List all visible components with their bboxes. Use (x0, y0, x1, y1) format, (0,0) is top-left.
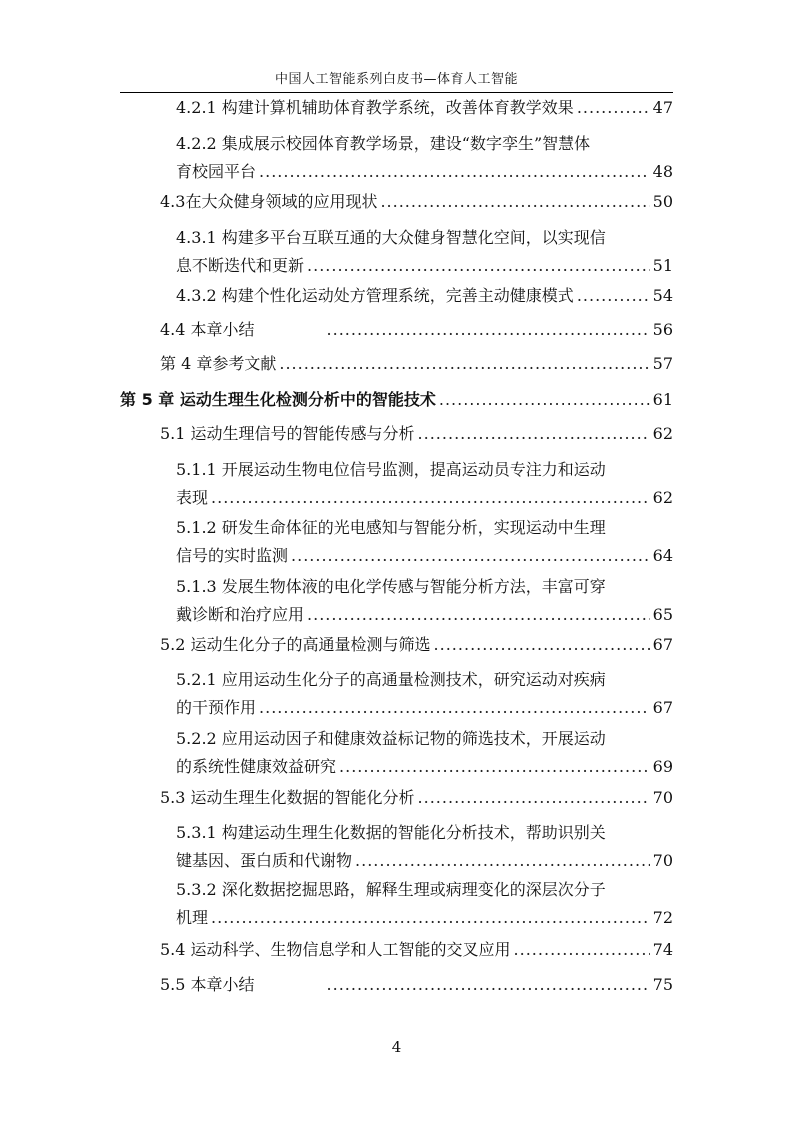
toc-chapter-title: 第 5 章 运动生理生化检测分析中的智能技术 (120, 390, 436, 409)
toc-entry-title: 4.4 本章小结 (160, 320, 255, 339)
toc-entry-title: 5.1 运动生理信号的智能传感与分析 (160, 424, 415, 443)
dot-leader (259, 697, 650, 719)
toc-entry-page: 56 (652, 320, 673, 339)
toc-entry-page: 61 (652, 390, 673, 409)
toc-entry-page: 65 (652, 605, 673, 624)
toc-entry-page: 67 (652, 698, 673, 717)
dot-leader (418, 787, 650, 809)
dot-leader (355, 850, 650, 872)
toc-entry-title: 育校园平台 (176, 162, 257, 181)
toc-entry-5-2-2[interactable] (176, 728, 673, 778)
dot-leader (279, 353, 649, 375)
toc-entry-page: 51 (652, 256, 673, 275)
toc-entry-4-4[interactable] (160, 319, 673, 341)
toc-entry-title-line1: 5.3.2 深化数据挖掘思路，解释生理或病理变化的深层次分子 (176, 880, 606, 899)
toc-entry-title: 息不断迭代和更新 (176, 256, 305, 275)
toc-entry-title-line1: 5.2.2 应用运动因子和健康效益标记物的筛选技术，开展运动 (176, 729, 606, 748)
toc-entry-5-1-3[interactable] (176, 576, 673, 626)
toc-entry-title: 第 4 章参考文献 (160, 354, 277, 373)
toc-entry-page: 72 (652, 908, 673, 927)
page-number: 4 (391, 1038, 402, 1056)
toc-entry-page: 75 (652, 975, 673, 994)
dot-leader (307, 604, 650, 626)
dot-leader (577, 97, 650, 119)
dot-leader (307, 255, 650, 277)
dot-leader (259, 161, 650, 183)
toc-entry-title: 表现 (176, 488, 209, 507)
toc-entry-title-line1: 5.1.1 开展运动生物电位信号监测，提高运动员专注力和运动 (176, 460, 606, 479)
toc-entry-page: 47 (652, 98, 673, 117)
toc-entry-4-2-2[interactable] (176, 133, 673, 183)
toc-entry-title: 4.3.2 构建个性化运动处方管理系统，完善主动健康模式 (176, 286, 574, 305)
toc-entry-page: 62 (652, 424, 673, 443)
toc-entry-5-5[interactable] (160, 974, 673, 996)
toc-entry-title: 4.2.1 构建计算机辅助体育教学系统，改善体育教学效果 (176, 98, 574, 117)
toc-entry-4-2-1[interactable] (176, 97, 673, 119)
running-header-title: 中国人工智能系列白皮书—体育人工智能 (274, 72, 518, 87)
dot-leader (514, 939, 650, 961)
toc-entry-title: 5.4 运动科学、生物信息学和人工智能的交叉应用 (160, 940, 511, 959)
dot-leader (380, 191, 649, 213)
toc-entry-5-2[interactable] (160, 634, 673, 656)
toc-entry-5-4[interactable] (160, 939, 673, 961)
toc-entry-chapter-5[interactable] (120, 389, 673, 411)
toc-entry-page: 50 (652, 192, 673, 211)
dot-leader (211, 487, 650, 509)
dot-leader (327, 974, 650, 996)
toc-entry-ch4-references[interactable] (160, 353, 673, 375)
toc-entry-title-line1: 5.1.3 发展生物体液的电化学传感与智能分析方法，丰富可穿 (176, 577, 606, 596)
toc-entry-page: 69 (652, 757, 673, 776)
dot-leader (434, 634, 650, 656)
toc-entry-title: 5.2 运动生化分子的高通量检测与筛选 (160, 635, 431, 654)
toc-entry-4-3-2[interactable] (176, 285, 673, 307)
toc-entry-page: 64 (652, 546, 673, 565)
toc-entry-page: 70 (652, 851, 673, 870)
dot-leader (439, 389, 650, 411)
toc-entry-5-1-2[interactable] (176, 517, 673, 567)
toc-entry-title: 键基因、蛋白质和代谢物 (176, 851, 353, 870)
toc-entry-5-2-1[interactable] (176, 669, 673, 719)
toc-entry-title-line1: 5.2.1 应用运动生化分子的高通量检测技术，研究运动对疾病 (176, 670, 606, 689)
dot-leader (339, 756, 650, 778)
toc-entry-title: 的系统性健康效益研究 (176, 757, 337, 776)
toc-entry-page: 62 (652, 488, 673, 507)
toc-entry-title-line1: 4.2.2 集成展示校园体育教学场景，建设“数字孪生”智慧体 (176, 134, 591, 153)
dot-leader (327, 319, 650, 341)
dot-leader (418, 423, 650, 445)
toc-entry-title-line1: 4.3.1 构建多平台互联互通的大众健身智慧化空间，以实现信 (176, 228, 606, 247)
toc-entry-5-3-1[interactable] (176, 822, 673, 872)
toc-entry-page: 54 (652, 286, 673, 305)
toc-entry-5-3[interactable] (160, 787, 673, 809)
toc-entry-title: 5.3 运动生理生化数据的智能化分析 (160, 788, 415, 807)
dot-leader (577, 285, 650, 307)
toc-entry-title: 戴诊断和治疗应用 (176, 605, 305, 624)
toc-entry-page: 70 (652, 788, 673, 807)
toc-entry-title: 4.3在大众健身领域的应用现状 (160, 192, 378, 211)
toc-entry-title: 机理 (176, 908, 209, 927)
toc-entry-5-1-1[interactable] (176, 459, 673, 509)
toc-entry-5-1[interactable] (160, 423, 673, 445)
toc-entry-title: 信号的实时监测 (176, 546, 289, 565)
dot-leader (211, 907, 650, 929)
toc-entry-page: 67 (652, 635, 673, 654)
toc-entry-title-line1: 5.1.2 研发生命体征的光电感知与智能分析，实现运动中生理 (176, 518, 606, 537)
toc-entry-title: 的干预作用 (176, 698, 257, 717)
toc-entry-page: 57 (652, 354, 673, 373)
toc-entry-4-3-1[interactable] (176, 227, 673, 277)
dot-leader (291, 545, 650, 567)
toc-entry-title: 5.5 本章小结 (160, 975, 255, 994)
toc-entry-5-3-2[interactable] (176, 879, 673, 929)
toc-entry-title-line1: 5.3.1 构建运动生理生化数据的智能化分析技术，帮助识别关 (176, 823, 606, 842)
toc-entry-page: 74 (652, 940, 673, 959)
toc-entry-4-3[interactable] (160, 191, 673, 213)
toc-entry-page: 48 (652, 162, 673, 181)
